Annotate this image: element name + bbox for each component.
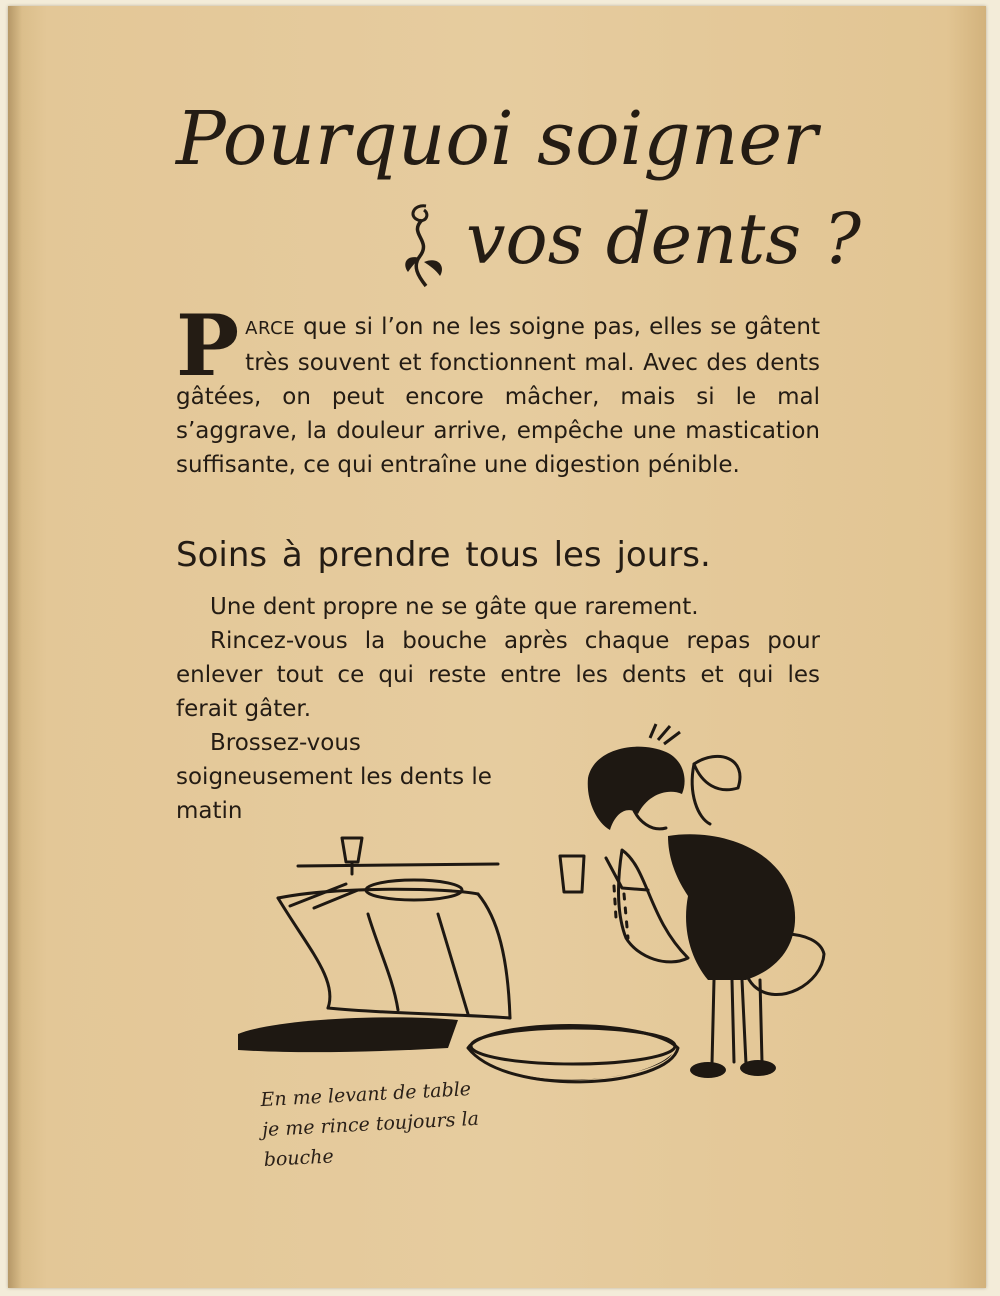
paragraph-3: Brossez-vous soigneusement les dents le matin [176, 730, 492, 824]
caption-line-2: je me rince toujours la bouche [261, 1107, 480, 1172]
intro-text: que si l’on ne les soigne pas, elles se gâtent très souvent et fonctionnent mal. Avec des dents gâtées, on peut encore mâcher, mais si le mal s’aggrave, la douleur arrive, empêche une mastication suffisante, ce qui entraîne une digestion pénible. [176, 314, 820, 478]
page-fold-shadow [8, 6, 22, 1288]
title-line-1: Pourquoi soigner [176, 96, 818, 182]
paragraph-1: Une dent propre ne se gâte que rarement. [210, 594, 699, 620]
booklet-page [8, 6, 986, 1288]
flower-flourish-icon [396, 200, 452, 292]
caption-line-1: En me levant de table [260, 1078, 472, 1112]
illustration-caption [260, 1071, 534, 1175]
intro-smallcaps: ARCE [245, 318, 296, 339]
intro-paragraph [176, 296, 820, 482]
title-line-2: vos dents ? [466, 198, 862, 280]
section-heading: Soins à prendre tous les jours. [176, 535, 711, 575]
drop-cap: P [176, 296, 240, 395]
child-rinsing-mouth-illustration [218, 718, 838, 1118]
paragraph-2: Rincez-vous la bouche après chaque repas pour enlever tout ce qui reste entre les dents et qui les ferait gâter. [176, 628, 820, 722]
